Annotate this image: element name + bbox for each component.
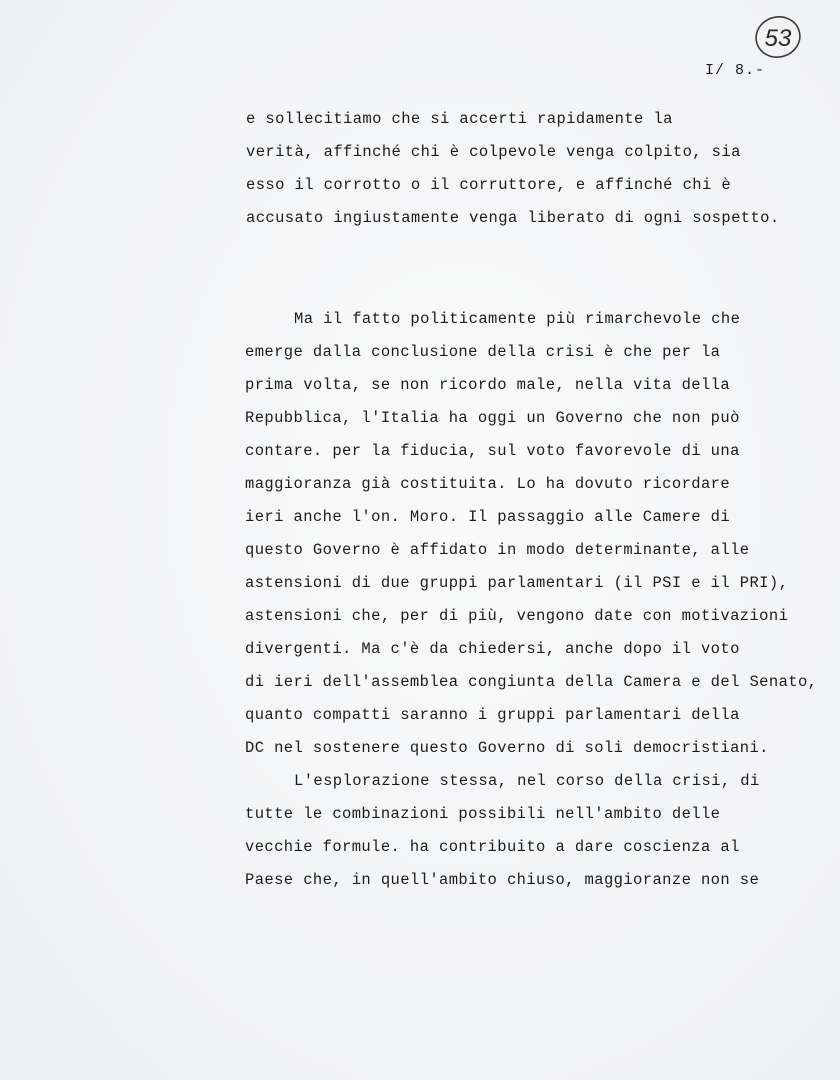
text-line: DC nel sostenere questo Governo di soli democristiani.	[245, 739, 769, 757]
text-line: Paese che, in quell'ambito chiuso, maggioranze non se	[245, 871, 760, 889]
text-line: e sollecitiamo che si accerti rapidamente la	[246, 110, 673, 128]
text-line: divergenti. Ma c'è da chiedersi, anche dopo il voto	[245, 640, 740, 658]
text-line: maggioranza già costituita. Lo ha dovuto ricordare	[245, 475, 731, 493]
page-label: I/ 8.-	[705, 62, 766, 79]
text-line: astensioni di due gruppi parlamentari (il PSI e il PRI),	[245, 574, 789, 592]
text-line: tutte le combinazioni possibili nell'ambito delle	[245, 805, 721, 823]
stamp-number: 53	[764, 25, 792, 52]
text-line: Repubblica, l'Italia ha oggi un Governo che non può	[245, 409, 740, 427]
text-line: ieri anche l'on. Moro. Il passaggio alle Camere di	[245, 508, 731, 526]
text-line: prima volta, se non ricordo male, nella vita della	[245, 376, 731, 394]
text-line: contare. per la fiducia, sul voto favorevole di una	[245, 442, 740, 460]
text-line: Ma il fatto politicamente più rimarchevole che	[294, 310, 741, 328]
text-line: quanto compatti saranno i gruppi parlamentari della	[245, 706, 740, 724]
text-line: accusato ingiustamente venga liberato di ogni sospetto.	[246, 209, 780, 227]
text-line: vecchie formule. ha contribuito a dare coscienza al	[245, 838, 740, 856]
text-line: emerge dalla conclusione della crisi è che per la	[245, 343, 721, 361]
text-line: di ieri dell'assemblea congiunta della Camera e del Senato,	[245, 673, 818, 691]
text-line: esso il corrotto o il corruttore, e affinché chi è	[246, 176, 732, 194]
text-line: questo Governo è affidato in modo determinante, alle	[245, 541, 750, 559]
page-stamp	[750, 10, 806, 66]
text-line: astensioni che, per di più, vengono date con motivazioni	[245, 607, 789, 625]
text-line: verità, affinché chi è colpevole venga colpito, sia	[246, 143, 741, 161]
text-line: L'esplorazione stessa, nel corso della crisi, di	[294, 772, 760, 790]
